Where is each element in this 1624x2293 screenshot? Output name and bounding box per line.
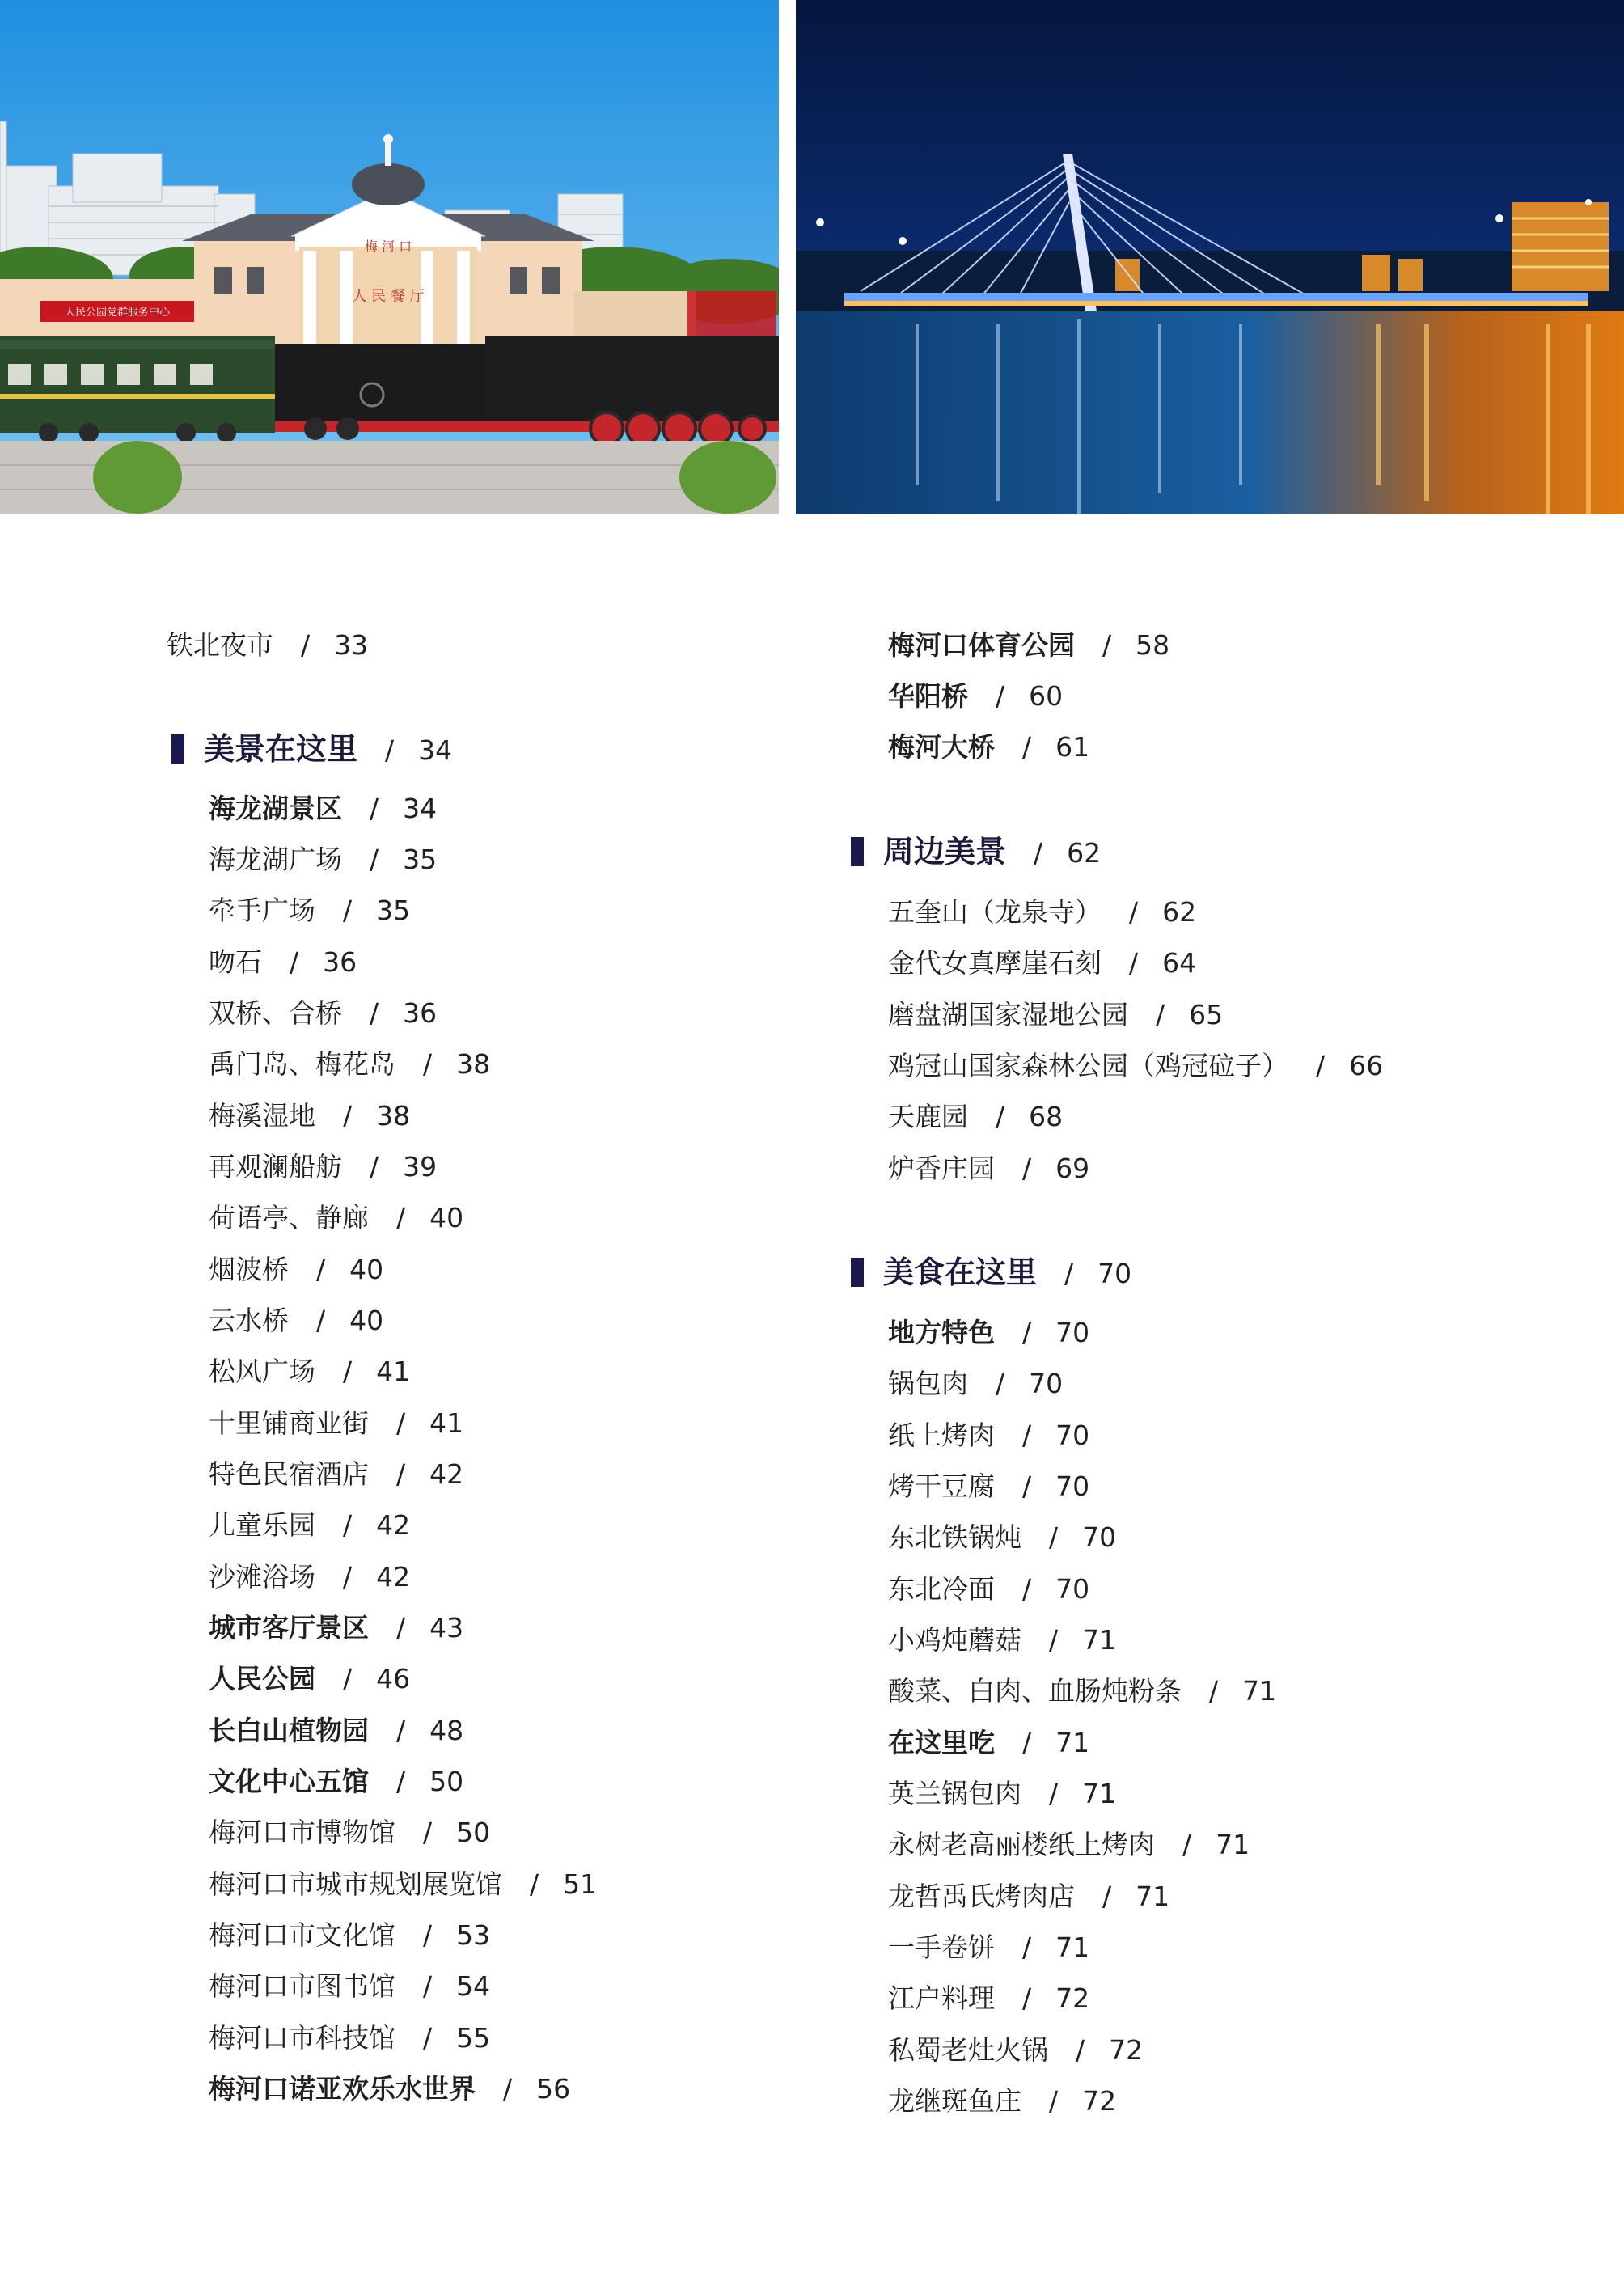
toc-entry[interactable]: 特色民宿酒店 / 42 [209, 1458, 464, 1490]
toc-entry[interactable]: 鸡冠山国家森林公园（鸡冠砬子） / 66 [888, 1050, 1384, 1081]
section-bar-icon [851, 1258, 864, 1287]
toc-entry[interactable]: 梅河口诺亚欢乐水世界 / 56 [209, 2073, 571, 2105]
station-photo [0, 0, 779, 514]
toc-entry[interactable]: 人民公园 / 46 [209, 1663, 411, 1694]
toc-entry[interactable]: 海龙湖景区 / 34 [209, 793, 438, 824]
toc-entry[interactable]: 沙滩浴场 / 42 [209, 1561, 411, 1593]
toc-entry[interactable]: 梅溪湿地 / 38 [209, 1100, 411, 1132]
toc-entry[interactable]: 荷语亭、静廊 / 40 [209, 1202, 464, 1233]
toc-entry[interactable]: 永树老高丽楼纸上烤肉 / 71 [888, 1829, 1250, 1860]
toc-section-heading[interactable]: 美景在这里 / 34 [171, 733, 452, 765]
toc-entry[interactable]: 梅河口市图书馆 / 54 [209, 1970, 491, 2002]
toc-entry[interactable]: 烤干豆腐 / 70 [888, 1470, 1090, 1502]
toc-entry[interactable]: 锅包肉 / 70 [888, 1368, 1064, 1399]
toc-entry[interactable]: 松风广场 / 41 [209, 1356, 411, 1387]
section-bar-icon [171, 734, 184, 764]
toc-entry[interactable]: 私蜀老灶火锅 / 72 [888, 2034, 1144, 2066]
svg-text:梅 河 口: 梅 河 口 [364, 239, 412, 254]
toc-entry[interactable]: 小鸡炖蘑菇 / 71 [888, 1624, 1117, 1656]
svg-text:人 民 餐 厅: 人 民 餐 厅 [352, 288, 425, 305]
toc-entry[interactable]: 五奎山（龙泉寺） / 62 [888, 896, 1197, 928]
toc-entry[interactable]: 长白山植物园 / 48 [209, 1715, 464, 1746]
toc-entry[interactable]: 海龙湖广场 / 35 [209, 844, 438, 875]
toc-entry[interactable]: 一手卷饼 / 71 [888, 1931, 1090, 1963]
svg-text:人民公园党群服务中心: 人民公园党群服务中心 [64, 307, 171, 319]
toc-entry[interactable]: 天鹿园 / 68 [888, 1101, 1064, 1132]
toc-entry[interactable]: 龙继斑鱼庄 / 72 [888, 2085, 1117, 2117]
toc-entry[interactable]: 禹门岛、梅花岛 / 38 [209, 1048, 491, 1080]
toc-entry[interactable]: 梅河口市城市规划展览馆 / 51 [209, 1868, 598, 1900]
toc-entry[interactable]: 文化中心五馆 / 50 [209, 1766, 464, 1797]
bridge-night-photo-icon [796, 0, 1624, 514]
toc-entry[interactable]: 再观澜船舫 / 39 [209, 1151, 438, 1182]
toc-entry[interactable]: 磨盘湖国家湿地公园 / 65 [888, 999, 1224, 1030]
toc-entry[interactable]: 金代女真摩崖石刻 / 64 [888, 947, 1197, 979]
toc-entry[interactable]: 酸菜、白肉、血肠炖粉条 / 71 [888, 1675, 1277, 1707]
toc-entry[interactable]: 东北铁锅炖 / 70 [888, 1521, 1117, 1553]
toc-entry[interactable]: 地方特色 / 70 [888, 1317, 1090, 1348]
toc-entry[interactable]: 炉香庄园 / 69 [888, 1153, 1090, 1184]
toc-entry[interactable]: 烟波桥 / 40 [209, 1254, 384, 1285]
toc-entry[interactable]: 牵手广场 / 35 [209, 895, 411, 926]
toc-entry[interactable]: 梅河口市科技馆 / 55 [209, 2022, 491, 2054]
toc-entry[interactable]: 龙哲禹氏烤肉店 / 71 [888, 1881, 1170, 1912]
toc-entry[interactable]: 在这里吃 / 71 [888, 1727, 1090, 1758]
toc-entry[interactable]: 梅河口市博物馆 / 50 [209, 1817, 491, 1848]
bridge-night-photo [796, 0, 1624, 514]
toc-entry[interactable]: 纸上烤肉 / 70 [888, 1419, 1090, 1451]
toc-entry[interactable]: 吻石 / 36 [209, 946, 357, 978]
toc-entry[interactable]: 江户料理 / 72 [888, 1982, 1090, 2014]
toc-entry[interactable]: 城市客厅景区 / 43 [209, 1612, 464, 1644]
toc-entry[interactable]: 云水桥 / 40 [209, 1305, 384, 1336]
toc-entry[interactable]: 铁北夜市 / 33 [167, 629, 369, 661]
toc-section-heading[interactable]: 美食在这里 / 70 [851, 1256, 1131, 1288]
toc-entry[interactable]: 梅河大桥 / 61 [888, 731, 1090, 763]
station-photo-icon [0, 0, 779, 514]
toc-section-heading[interactable]: 周边美景 / 62 [851, 836, 1101, 868]
toc-entry[interactable]: 双桥、合桥 / 36 [209, 997, 438, 1029]
toc-entry[interactable]: 梅河口市文化馆 / 53 [209, 1919, 491, 1951]
toc-entry[interactable]: 东北冷面 / 70 [888, 1573, 1090, 1605]
toc-entry[interactable]: 英兰锅包肉 / 71 [888, 1778, 1117, 1809]
toc-entry[interactable]: 儿童乐园 / 42 [209, 1509, 411, 1541]
toc-entry[interactable]: 梅河口体育公园 / 58 [888, 629, 1170, 661]
toc-entry[interactable]: 十里铺商业街 / 41 [209, 1407, 464, 1439]
section-bar-icon [851, 837, 864, 866]
toc-entry[interactable]: 华阳桥 / 60 [888, 680, 1064, 712]
